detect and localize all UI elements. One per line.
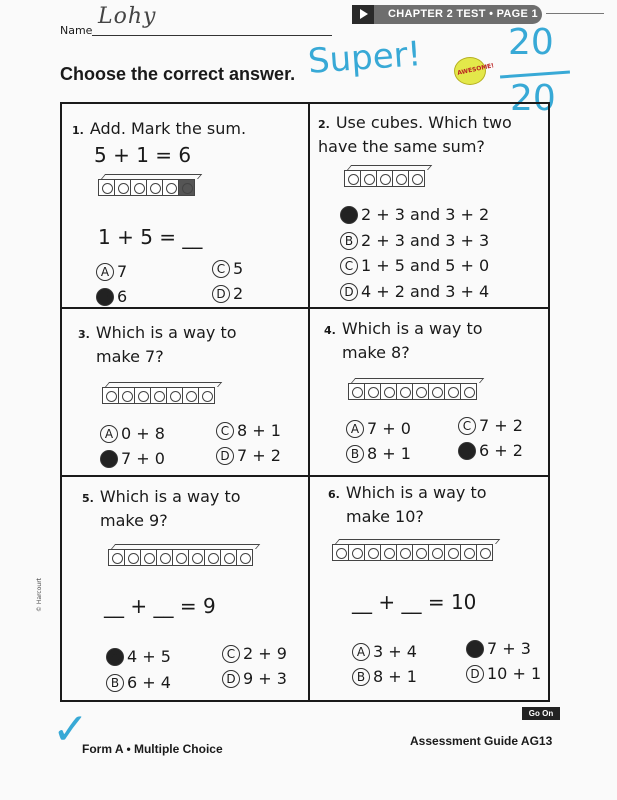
cube: [98, 179, 115, 196]
form-label: Form A • Multiple Choice: [82, 742, 223, 756]
cube: [108, 549, 125, 566]
cube: [380, 544, 397, 561]
cube-row: [102, 387, 214, 404]
cube: [408, 170, 425, 187]
bubble[interactable]: D: [222, 670, 240, 688]
question-6-prompt: [328, 482, 487, 528]
bubble[interactable]: C: [340, 257, 358, 275]
cube: [360, 170, 377, 187]
bubble[interactable]: C: [216, 422, 234, 440]
bubble[interactable]: A: [96, 263, 114, 281]
bubble[interactable]: A: [100, 425, 118, 443]
cube-train: [348, 383, 476, 400]
question-number: 1.: [72, 124, 84, 137]
option-text: 3 + 4: [373, 642, 417, 661]
cube: [412, 544, 429, 561]
option-a[interactable]: [96, 262, 127, 281]
option-text: 5: [233, 259, 244, 278]
cube: [140, 549, 157, 566]
cube: [380, 383, 397, 400]
question-number: 5.: [82, 492, 94, 505]
option-b[interactable]: [346, 444, 411, 463]
option-text: 2 + 3 and 3 + 2: [361, 205, 490, 224]
option-text: 7 + 0: [367, 419, 411, 438]
cube: [348, 383, 365, 400]
question-2-prompt: [318, 112, 512, 158]
cube-train: [102, 387, 214, 404]
cube: [150, 387, 167, 404]
question-1-equation: 5 + 1 = 6: [94, 143, 192, 167]
name-line: [92, 35, 332, 36]
cube-row: [332, 544, 492, 561]
prompt-line: make 9?: [100, 511, 168, 530]
name-label: Name: [60, 24, 93, 37]
cube: [146, 179, 163, 196]
option-text: 7: [117, 262, 128, 281]
option-a[interactable]: [346, 419, 411, 438]
cube: [124, 549, 141, 566]
cube: [348, 544, 365, 561]
prompt-line: Which is a way to: [341, 319, 483, 338]
bubble[interactable]: D: [340, 283, 358, 301]
cube: [332, 544, 349, 561]
cube: [396, 383, 413, 400]
bubble[interactable]: B: [352, 668, 370, 686]
chapter-banner-text: CHAPTER 2 TEST • PAGE 1: [388, 8, 538, 20]
cube: [444, 544, 461, 561]
option-text: 7 + 2: [479, 416, 523, 435]
option-d[interactable]: [222, 669, 287, 688]
bubble[interactable]: C: [458, 417, 476, 435]
cube: [172, 549, 189, 566]
cube: [392, 170, 409, 187]
prompt-line: have the same sum?: [318, 137, 485, 156]
grid-divider-row-2: [60, 475, 550, 477]
bubble[interactable]: A: [352, 643, 370, 661]
prompt-line: make 8?: [342, 343, 410, 362]
question-number: 6.: [328, 488, 340, 501]
cube: [162, 179, 179, 196]
option-text: 2 + 9: [243, 644, 287, 663]
cube: [428, 383, 445, 400]
option-text: 8 + 1: [237, 421, 281, 440]
prompt-line: Which is a way to: [99, 487, 241, 506]
option-b[interactable]: [96, 287, 127, 306]
option-text: 7 + 0: [121, 449, 165, 468]
question-number: 2.: [318, 118, 330, 131]
cube: [396, 544, 413, 561]
header-rule: [546, 13, 604, 14]
option-a[interactable]: [100, 424, 165, 443]
bubble[interactable]: A: [346, 420, 364, 438]
cube: [102, 387, 119, 404]
checkmark-icon: ✓: [52, 704, 89, 755]
option-text: 8 + 1: [367, 444, 411, 463]
cube-row: [344, 170, 424, 187]
bubble[interactable]: A: [340, 206, 358, 224]
option-a[interactable]: [352, 642, 417, 661]
grid-divider-row-1: [60, 307, 550, 309]
option-text: 2: [233, 284, 244, 303]
praise-note: Super!: [306, 34, 423, 82]
cube: [198, 387, 215, 404]
cube: [344, 170, 361, 187]
score-denominator: 20: [510, 78, 556, 119]
option-b[interactable]: [100, 449, 165, 468]
score-numerator: 20: [508, 22, 554, 63]
question-6-work: __ + __ = 10: [352, 590, 477, 614]
option-text: 10 + 1: [487, 664, 542, 683]
option-a[interactable]: [106, 647, 171, 666]
option-b[interactable]: [352, 667, 417, 686]
question-1-prompt: [72, 118, 246, 142]
option-a[interactable]: [340, 205, 489, 224]
option-d[interactable]: [340, 282, 489, 301]
bubble[interactable]: B: [340, 232, 358, 250]
option-c[interactable]: [458, 416, 523, 435]
bubble[interactable]: C: [466, 640, 484, 658]
bubble[interactable]: D: [466, 665, 484, 683]
prompt-line: Add. Mark the sum.: [89, 119, 247, 138]
question-1-work: 1 + 5 = __: [98, 225, 203, 249]
question-3-prompt: [78, 322, 237, 368]
bubble[interactable]: B: [106, 674, 124, 692]
option-d[interactable]: [458, 441, 523, 460]
cube: [182, 387, 199, 404]
cube-train: [332, 544, 492, 561]
cube: [188, 549, 205, 566]
question-5-prompt: [82, 486, 241, 532]
option-text: 4 + 5: [127, 647, 171, 666]
option-text: 1 + 5 and 5 + 0: [361, 256, 490, 275]
cube-row: [348, 383, 476, 400]
cube: [130, 179, 147, 196]
option-text: 2 + 3 and 3 + 3: [361, 231, 490, 250]
cube: [376, 170, 393, 187]
option-c[interactable]: [222, 644, 287, 663]
cube-row: [98, 179, 194, 196]
bubble[interactable]: D: [212, 285, 230, 303]
cube: [114, 179, 131, 196]
cube: [444, 383, 461, 400]
prompt-line: Use cubes. Which two: [335, 113, 512, 132]
grid-divider-vertical: [308, 102, 310, 702]
option-text: 6: [117, 287, 128, 306]
option-c[interactable]: [212, 259, 243, 278]
play-arrow-icon: [352, 5, 374, 24]
prompt-line: make 7?: [96, 347, 164, 366]
prompt-line: make 10?: [346, 507, 424, 526]
bubble[interactable]: B: [96, 288, 114, 306]
bubble[interactable]: D: [216, 447, 234, 465]
bubble[interactable]: B: [346, 445, 364, 463]
cube: [476, 544, 493, 561]
option-c[interactable]: [340, 256, 489, 275]
bubble[interactable]: B: [100, 450, 118, 468]
cube: [460, 383, 477, 400]
prompt-line: Which is a way to: [345, 483, 487, 502]
go-on-button[interactable]: Go On: [522, 707, 560, 720]
option-c[interactable]: [466, 639, 531, 658]
cube: [412, 383, 429, 400]
cube: [460, 544, 477, 561]
cube-train: [98, 179, 194, 196]
guide-label: Assessment Guide AG13: [410, 734, 553, 748]
cube: [220, 549, 237, 566]
cube: [134, 387, 151, 404]
bubble[interactable]: C: [212, 260, 230, 278]
cube-train: [344, 170, 424, 187]
cube: [364, 383, 381, 400]
question-number: 4.: [324, 324, 336, 337]
option-text: 6 + 4: [127, 673, 171, 692]
option-d[interactable]: [216, 446, 281, 465]
cube: [236, 549, 253, 566]
option-b[interactable]: [340, 231, 489, 250]
awesome-sticker: [454, 57, 495, 85]
prompt-line: Which is a way to: [95, 323, 237, 342]
option-text: 7 + 3: [487, 639, 531, 658]
question-5-work: __ + __ = 9: [104, 594, 216, 618]
option-d[interactable]: [466, 664, 541, 683]
copyright-text: © Harcourt: [36, 577, 43, 612]
question-number: 3.: [78, 328, 90, 341]
bubble[interactable]: D: [458, 442, 476, 460]
option-text: 6 + 2: [479, 441, 523, 460]
cube-row: [108, 549, 252, 566]
cube: [166, 387, 183, 404]
option-text: 8 + 1: [373, 667, 417, 686]
cube: [118, 387, 135, 404]
question-4-prompt: [324, 318, 483, 364]
cube-train: [108, 549, 252, 566]
sticker-text: AWESOME!: [456, 62, 495, 77]
option-text: 0 + 8: [121, 424, 165, 443]
option-b[interactable]: [106, 673, 171, 692]
option-text: 9 + 3: [243, 669, 287, 688]
bubble[interactable]: C: [222, 645, 240, 663]
cube: [364, 544, 381, 561]
cube: [204, 549, 221, 566]
cube: [178, 179, 195, 196]
cube: [156, 549, 173, 566]
option-text: 7 + 2: [237, 446, 281, 465]
option-c[interactable]: [216, 421, 281, 440]
bubble[interactable]: A: [106, 648, 124, 666]
option-text: 4 + 2 and 3 + 4: [361, 282, 490, 301]
option-d[interactable]: [212, 284, 243, 303]
page-title: Choose the correct answer.: [60, 64, 296, 84]
student-name[interactable]: Lohy: [98, 4, 157, 29]
cube: [428, 544, 445, 561]
